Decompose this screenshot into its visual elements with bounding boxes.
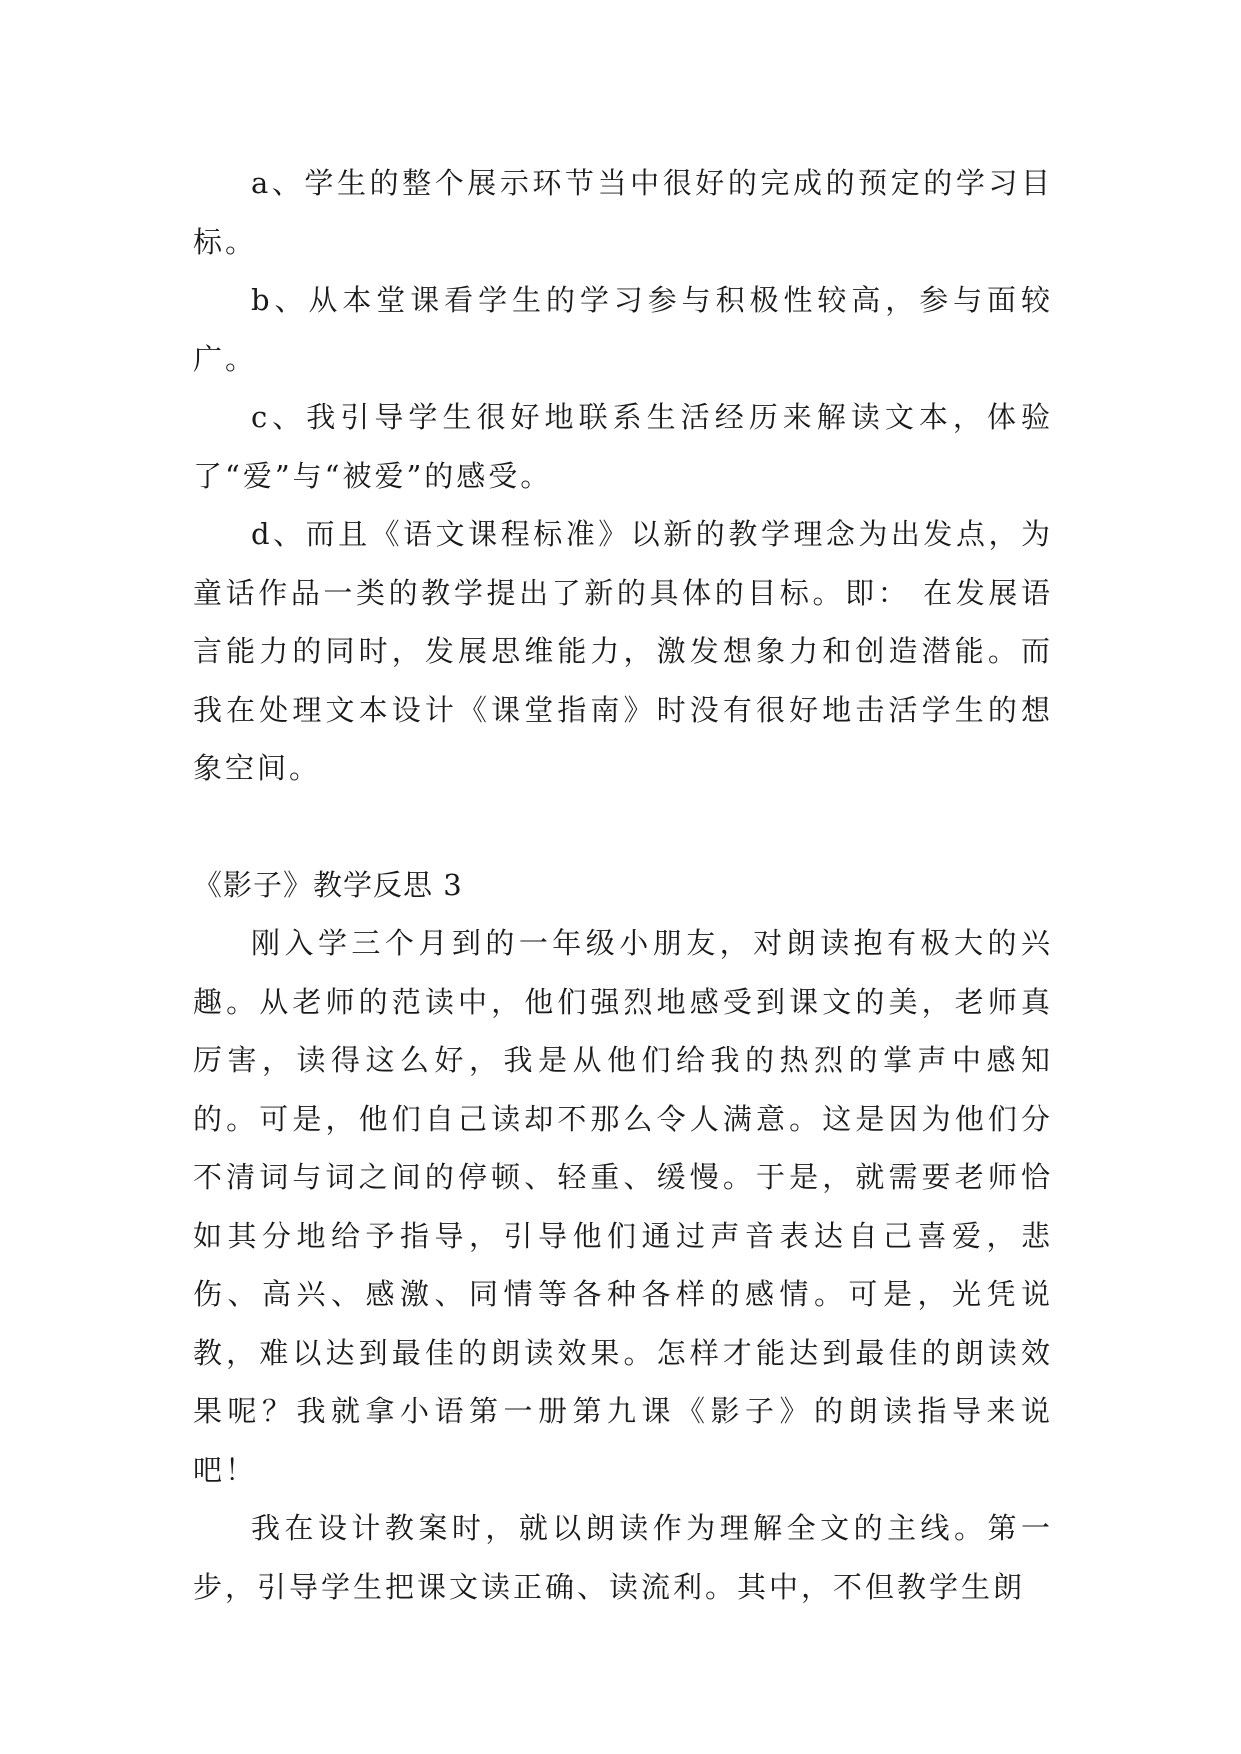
section-heading: 《影子》教学反思 3 — [193, 867, 463, 902]
paragraph-reflection-1: 刚入学三个月到的一年级小朋友，对朗读抱有极大的兴趣。从老师的范读中，他们强烈地感受到课文的美，老师真厉害，读得这么好，我是从他们给我的热烈的掌声中感知的。可是，他们自己读却不那么令人满意。这是因为他们分不清词与词之间的停顿、轻重、缓慢。于是，就需要老师恰如其分地给予指导，引导他们通过声音表达自己喜爱，悲伤、高兴、感激、同情等各种各样的感情。可是，光凭说教，难以达到最佳的朗读效果。怎样才能达到最佳的朗读效果呢？我就拿小语第一册第九课《影子》的朗读指导来说吧！ — [193, 926, 1053, 1487]
document-body — [193, 154, 1053, 1616]
paragraph-a: a、学生的整个展示环节当中很好的完成的预定的学习目标。 — [193, 166, 1053, 259]
paragraph-b: b、从本堂课看学生的学习参与积极性较高，参与面较广。 — [193, 283, 1053, 376]
section-spacer — [193, 798, 1053, 856]
paragraph-c: c、我引导学生很好地联系生活经历来解读文本，体验了“爱”与“被爱”的感受。 — [193, 400, 1053, 493]
paragraph-d: d、而且《语文课程标准》以新的教学理念为出发点，为童话作品一类的教学提出了新的具体的目标。即： 在发展语言能力的同时，发展思维能力，激发想象力和创造潜能。而我在处理文本设计《课堂指南》时没有很好地击活学生的想象空间。 — [193, 517, 1053, 785]
paragraph-reflection-2: 我在设计教案时，就以朗读作为理解全文的主线。第一步，引导学生把课文读正确、读流利。其中，不但教学生朗 — [193, 1511, 1053, 1604]
